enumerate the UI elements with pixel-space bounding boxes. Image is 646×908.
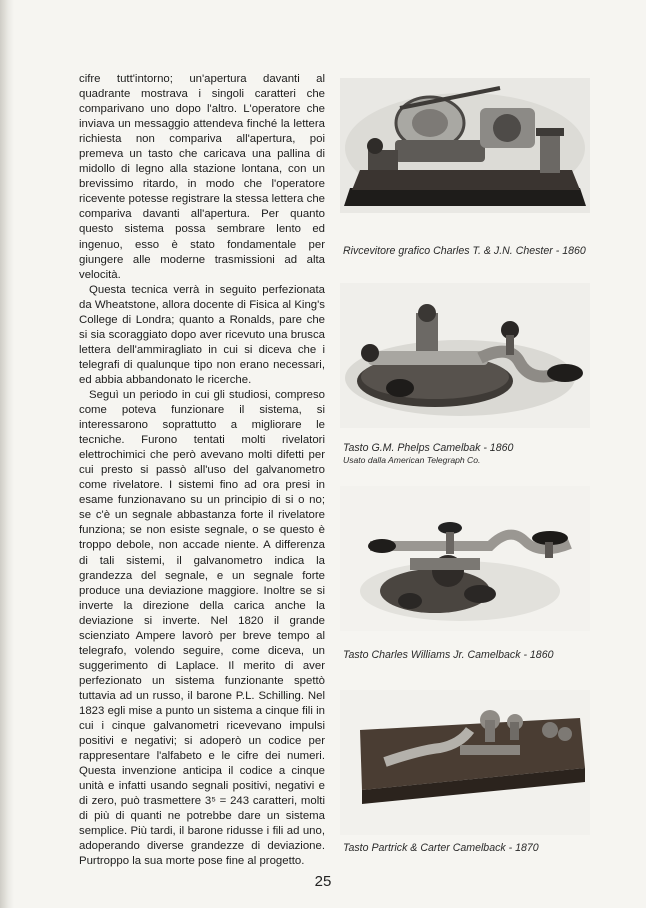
caption-text: Tasto Partrick & Carter Camelback - 1870 [343, 842, 539, 854]
caption-subtext: Usato dalla American Telegraph Co. [343, 455, 481, 465]
caption-text: Rivcevitore grafico Charles T. & J.N. Chester - 1860 [343, 245, 586, 257]
page-number: 25 [314, 873, 332, 890]
figure-chester-receiver [340, 78, 590, 213]
photo-partrick-carter-key [340, 690, 590, 835]
caption-figure-1 [343, 244, 593, 258]
page-spine-shadow [0, 0, 14, 908]
caption-text: Tasto G.M. Phelps Camelbak - 1860 [343, 442, 514, 454]
photo-phelps-key [340, 283, 590, 428]
photo-williams-key [340, 486, 590, 631]
paragraph: Seguì un periodo in cui gli studiosi, compreso come poteva funzionare il sistema, si interessarono soprattutto a migliorare le tecniche. Furono tentati molti rivelatori elettrochimici che però avevano molti difetti per cui presto si passò all'uso del galvanometro come rivelatore. I sistemi fino ad ora presi in esame funzionavano su un principio di si o no; se c'è un segnale abbastanza forte il rivelatore funziona; se non esiste segnale, o se questo è troppo debole, non accade niente. A differenza di tali sistemi, il galvanometro indica la grandezza del segnale, e un segnale forte produce una deviazione maggiore. Inoltre se si inverte la direzione della carica anche la deviazione si inverte. Nel 1820 il grande scienziato Ampere lavorò per breve tempo al telegrafo, volendo seguire, come diceva, un suggerimento di Laplace. Il merito di aver perfezionato un sistema funzionante spettò tuttavia ad un russo, il barone P.L. Schilling. Nel 1823 egli mise a punto un sistema a cinque fili in cui i cinque galvanometri ricevevano impulsi positivi e negativi; si adoperò un codice per rappresentare l'alfabeto e le cifre dei numeri. Questa invenzione anticipa il codice a cinque unità e infatti usando segnali positivi, negativi e di zero, può trasmettere 3⁵ = 243 caratteri, molti di più di quanti ne potrebbe dare un sistema semplice. Più tardi, il barone ridusse i fili ad uno, adoperando diverse grandezze di deviazione. Purtroppo la sua morte pose fine al progetto. [79, 388, 325, 868]
caption-figure-3 [343, 648, 593, 662]
figure-phelps-key [340, 283, 590, 428]
figure-williams-key [340, 486, 590, 631]
paragraph: Questa tecnica verrà in seguito perfezionata da Wheatstone, allora docente di Fisica al King's College di Londra; quanto a Ronalds, pare che si sia scoraggiato dopo aver ricevuto una brusca lettera dell'ammiragliato in cui si diceva che i telegrafi di qualunque tipo non erano necessari, ed abbia abbandonato le ricerche. [79, 283, 325, 386]
body-text-column [79, 72, 325, 869]
photo-chester-receiver [340, 78, 590, 213]
caption-figure-4 [343, 841, 593, 855]
caption-text: Tasto Charles Williams Jr. Camelback - 1860 [343, 649, 554, 661]
figure-partrick-carter-key [340, 690, 590, 835]
paragraph: cifre tutt'intorno; un'apertura davanti al quadrante mostrava i singoli caratteri che comparivano uno dopo l'altro. L'operatore che inviava un messaggio attendeva finché la lettera richiesta non compariva all'apertura, poi premeva un tasto che caricava una pallina di midollo di legno alla stazione lontana, con un brevissimo ritardo, in modo che l'operatore ricevente potesse registrare la stessa lettera che compariva davanti all'apertura. Per quanto questo sistema possa sembrare lento ed ingenuo, esso è stato fondamentale per giungere alle moderne trasmissioni ad alta velocità. [79, 73, 325, 281]
caption-figure-2 [343, 441, 593, 466]
